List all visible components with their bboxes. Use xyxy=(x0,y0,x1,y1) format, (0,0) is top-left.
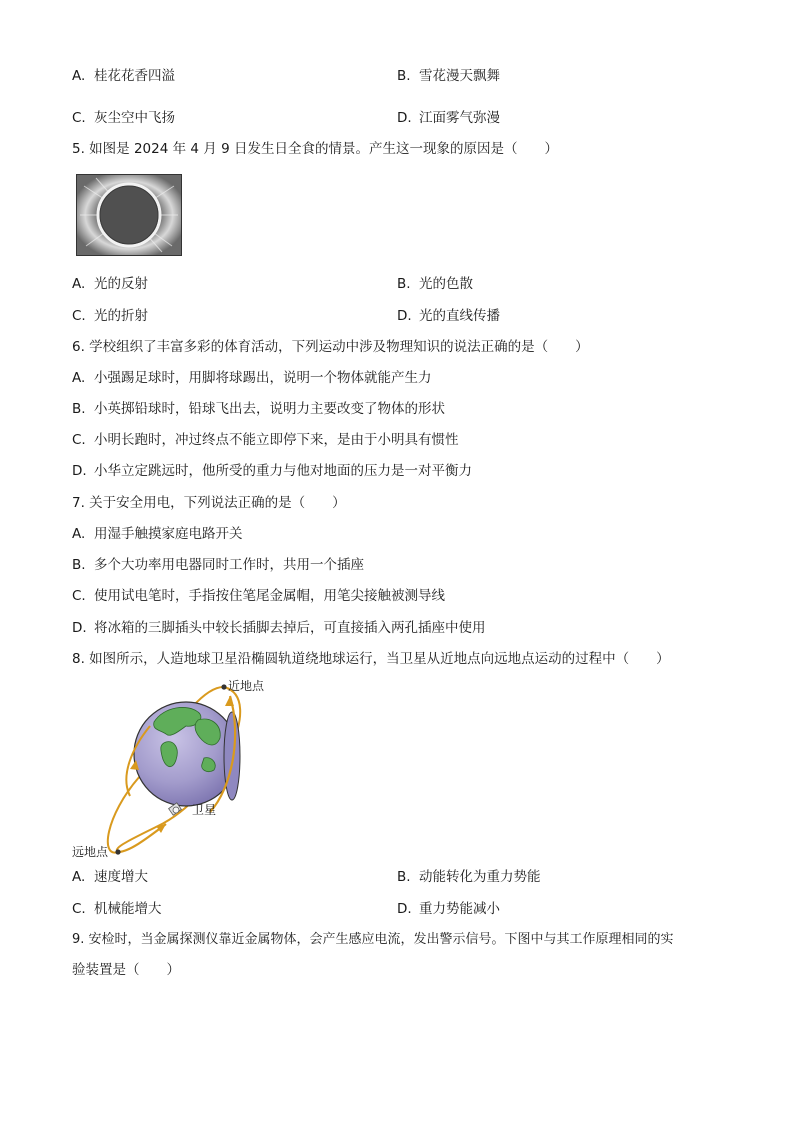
option-text: 使用试电笔时，手指按住笔尾金属帽，用笔尖接触被测导线 xyxy=(94,588,445,604)
q5-stem: 5. 如图是 2024 年 4 月 9 日发生日全食的情景。产生这一现象的原因是（ ） xyxy=(72,141,558,157)
option-text: 速度增大 xyxy=(94,869,148,885)
q4-option-a xyxy=(72,67,175,85)
q6-option-c xyxy=(72,431,459,449)
q5-option-a xyxy=(72,275,148,293)
option-text: 光的直线传播 xyxy=(419,308,500,324)
option-letter: A. xyxy=(72,370,86,386)
q8-option-a xyxy=(72,868,148,886)
option-letter: B. xyxy=(72,401,86,417)
satellite-label: 卫星 xyxy=(192,803,217,817)
q9-stem-line1: 9. 安检时，当金属探测仪靠近金属物体，会产生感应电流，发出警示信号。下图中与其工作原理相同的实 xyxy=(72,932,674,947)
perigee-label: 近地点 xyxy=(228,679,265,693)
option-text: 灰尘空中飞扬 xyxy=(94,110,175,126)
option-letter: C. xyxy=(72,110,86,126)
solar-eclipse-photo xyxy=(76,174,182,256)
q6-stem: 6. 学校组织了丰富多彩的体育活动，下列运动中涉及物理知识的说法正确的是（ ） xyxy=(72,339,589,355)
option-text: 桂花花香四溢 xyxy=(94,68,175,84)
option-letter: A. xyxy=(72,68,86,84)
option-text: 将冰箱的三脚插头中较长插脚去掉后，可直接插入两孔插座中使用 xyxy=(94,620,486,636)
q7-option-a xyxy=(72,525,243,543)
q6-option-d xyxy=(72,462,472,480)
q7-option-b xyxy=(72,556,364,574)
option-text: 小强踢足球时，用脚将球踢出，说明一个物体就能产生力 xyxy=(94,370,432,386)
option-letter: C. xyxy=(72,588,86,604)
option-text: 多个大功率用电器同时工作时，共用一个插座 xyxy=(94,557,364,573)
option-letter: C. xyxy=(72,432,86,448)
q7-option-c xyxy=(72,587,445,605)
option-letter: B. xyxy=(397,68,411,84)
q8-option-b xyxy=(397,868,541,886)
q9-stem-line2: 验装置是（ ） xyxy=(72,962,180,978)
option-letter: B. xyxy=(397,869,411,885)
option-letter: A. xyxy=(72,526,86,542)
q5-option-b xyxy=(397,275,473,293)
option-text: 光的色散 xyxy=(419,276,473,292)
option-letter: D. xyxy=(72,463,87,479)
q6-option-b xyxy=(72,400,445,418)
option-letter: D. xyxy=(72,620,87,636)
q5-option-d xyxy=(397,307,500,325)
q5-option-c xyxy=(72,307,148,325)
q4-option-b xyxy=(397,67,500,85)
option-letter: C. xyxy=(72,308,86,324)
option-letter: D. xyxy=(397,308,412,324)
option-text: 小华立定跳远时，他所受的重力与他对地面的压力是一对平衡力 xyxy=(94,463,472,479)
option-letter: C. xyxy=(72,901,86,917)
option-text: 用湿手触摸家庭电路开关 xyxy=(94,526,243,542)
option-letter: D. xyxy=(397,110,412,126)
satellite-orbit-diagram xyxy=(70,676,290,862)
q8-option-d xyxy=(397,900,500,918)
option-letter: B. xyxy=(397,276,411,292)
option-text: 小明长跑时，冲过终点不能立即停下来，是由于小明具有惯性 xyxy=(94,432,459,448)
option-text: 小英掷铅球时，铅球飞出去，说明力主要改变了物体的形状 xyxy=(94,401,445,417)
option-text: 动能转化为重力势能 xyxy=(419,869,541,885)
option-letter: B. xyxy=(72,557,86,573)
option-letter: A. xyxy=(72,276,86,292)
q6-option-a xyxy=(72,369,432,387)
q7-option-d xyxy=(72,619,486,637)
option-text: 江面雾气弥漫 xyxy=(419,110,500,126)
option-text: 光的反射 xyxy=(94,276,148,292)
q4-option-d xyxy=(397,109,500,127)
q7-stem: 7. 关于安全用电，下列说法正确的是（ ） xyxy=(72,495,346,511)
option-text: 机械能增大 xyxy=(94,901,162,917)
option-text: 重力势能减小 xyxy=(419,901,500,917)
option-text: 雪花漫天飘舞 xyxy=(419,68,500,84)
q8-option-c xyxy=(72,900,162,918)
q4-option-c xyxy=(72,109,175,127)
apogee-label: 远地点 xyxy=(72,845,109,859)
option-text: 光的折射 xyxy=(94,308,148,324)
option-letter: D. xyxy=(397,901,412,917)
q8-stem: 8. 如图所示，人造地球卫星沿椭圆轨道绕地球运行，当卫星从近地点向远地点运动的过程中（ ） xyxy=(72,651,670,667)
option-letter: A. xyxy=(72,869,86,885)
